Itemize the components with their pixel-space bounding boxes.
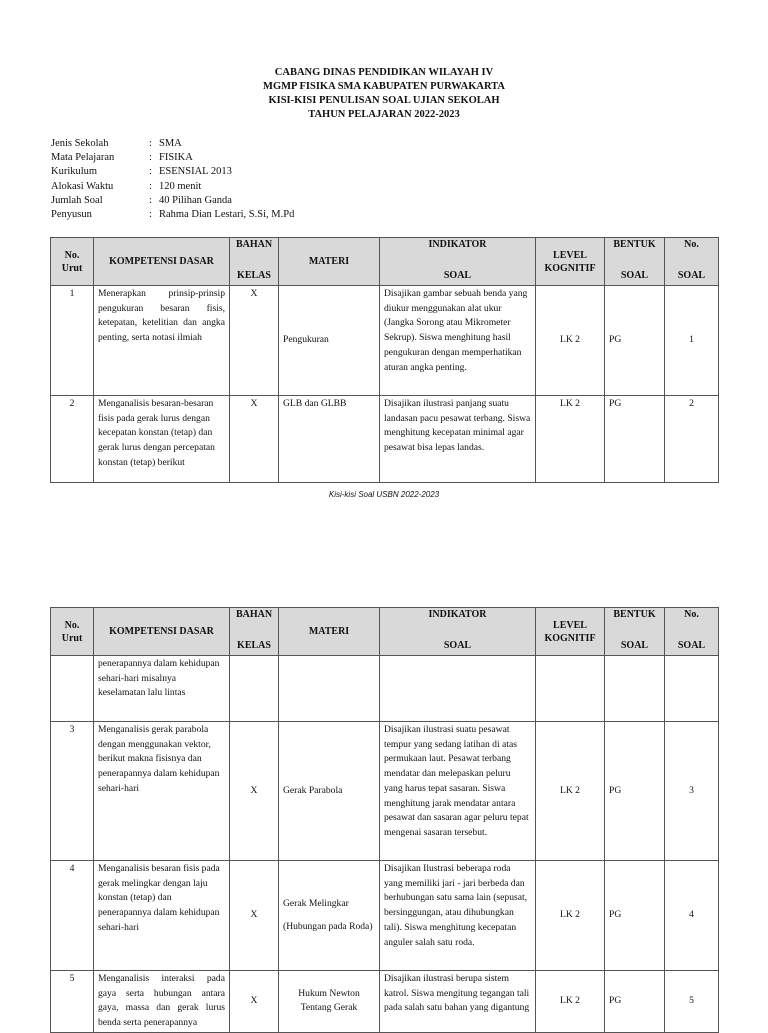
info-row: Mata Pelajaran : FISIKA: [51, 151, 294, 165]
info-label: Penyusun: [51, 209, 92, 221]
cell-indikator: Disajikan gambar sebuah benda yang diukur menggunakan alat ukur (Jangka Sorong atau Mikrometer Sekrup). Siswa menghitung hasil pengukuran dengan memperhatikan aturan angka penting.: [380, 286, 536, 396]
table-row: [51, 861, 719, 971]
info-label: Jenis Sekolah: [51, 138, 109, 149]
cell-no-soal: 3: [665, 722, 719, 861]
cell-materi: Pengukuran: [279, 286, 380, 396]
cell-level: LK 2: [536, 722, 605, 861]
table-row: [51, 971, 719, 1033]
header-line-3: KISI-KISI PENULISAN SOAL UJIAN SEKOLAH: [268, 95, 500, 106]
col-kompetensi-dasar: KOMPETENSI DASAR: [94, 608, 230, 656]
cell-no: 1: [51, 286, 94, 396]
cell-level: LK 2: [536, 286, 605, 396]
info-value: ESENSIAL 2013: [159, 166, 232, 178]
cell-materi: Gerak Parabola: [279, 722, 380, 861]
col-indikator-soal: INDIKATOR SOAL: [380, 238, 536, 286]
header-line-4: TAHUN PELAJARAN 2022-2023: [308, 109, 460, 120]
school-info: [51, 137, 294, 222]
col-materi: MATERI: [279, 238, 380, 286]
cell-materi: GLB dan GLBB: [279, 396, 380, 483]
cell-no: 2: [51, 396, 94, 483]
cell-level: LK 2: [536, 861, 605, 971]
table-row: [51, 396, 719, 483]
cell-level: [536, 656, 605, 722]
cell-no-soal: [665, 656, 719, 722]
cell-kd: Menganalisis besaran-besaran fisis pada gerak lurus dengan kecepatan konstan (tetap) dan gerak lurus dengan percepatan konstan (tetap) berikut: [94, 396, 230, 483]
col-indikator-soal: INDIKATOR SOAL: [380, 608, 536, 656]
col-level-kognitif: LEVEL KOGNITIF: [536, 608, 605, 656]
cell-bentuk: [605, 656, 665, 722]
col-kompetensi-dasar: KOMPETENSI DASAR: [94, 238, 230, 286]
table-row: [51, 286, 719, 396]
cell-no-soal: 5: [665, 971, 719, 1033]
page-footer: Kisi-kisi Soal USBN 2022-2023: [328, 490, 440, 499]
info-row: Jumlah Soal : 40 Pilihan Ganda: [51, 194, 294, 208]
cell-kelas: X: [230, 286, 279, 396]
cell-materi: [279, 656, 380, 722]
col-no-urut: No. Urut: [51, 608, 94, 656]
cell-kd: Menganalisis besaran fisis pada gerak melingkar dengan laju konstan (tetap) dan penerapannya dalam kehidupan sehari-hari: [94, 861, 230, 971]
cell-no: [51, 656, 94, 722]
info-label: Kurikulum: [51, 166, 98, 178]
cell-indikator: Disajikan ilustrasi panjang suatu landasan pacu pesawat terbang. Siswa menghitung kecepatan minimal agar pesawat bisa lepas landas.: [380, 396, 536, 483]
col-bahan-kelas: BAHAN KELAS: [230, 608, 279, 656]
cell-indikator: Disajikan Ilustrasi beberapa roda yang memiliki jari - jari berbeda dan berhubungan satu sama lain (sepusat, bersinggungan, atau dihubungkan tali). Siswa menghitung kecepatan anguler salah satu roda.: [380, 861, 536, 971]
cell-no: 3: [51, 722, 94, 861]
header-line-2: MGMP FISIKA SMA KABUPATEN PURWAKARTA: [263, 81, 505, 92]
cell-kelas: X: [230, 971, 279, 1033]
cell-kd: penerapannya dalam kehidupan sehari-hari misalnya keselamatan lalu lintas: [94, 656, 230, 722]
table-row: [51, 656, 719, 722]
cell-kd: Menerapkan prinsip-prinsip pengukuran besaran fisis, ketepatan, ketelitian dan angka penting, serta notasi ilmiah: [94, 286, 230, 396]
cell-no-soal: 4: [665, 861, 719, 971]
cell-no: 4: [51, 861, 94, 971]
cell-materi: [279, 861, 380, 971]
document-header: [0, 66, 768, 122]
cell-no-soal: 1: [665, 286, 719, 396]
info-row: Jenis Sekolah : SMA: [51, 137, 294, 151]
cell-bentuk: PG: [605, 861, 665, 971]
materi-title: Gerak Melingkar: [283, 897, 349, 909]
col-bahan-kelas: BAHAN KELAS: [230, 238, 279, 286]
info-label: Alokasi Waktu: [51, 180, 114, 192]
info-label: Jumlah Soal: [51, 194, 103, 206]
col-no-soal: No. SOAL: [665, 238, 719, 286]
col-no-urut: No. Urut: [51, 238, 94, 286]
info-value: 40 Pilihan Ganda: [159, 194, 232, 206]
col-no-soal: No. SOAL: [665, 608, 719, 656]
cell-kd: Menganalisis gerak parabola dengan menggunakan vektor, berikut makna fisisnya dan penerapannya dalam kehidupan sehari-hari: [94, 722, 230, 861]
cell-kelas: X: [230, 722, 279, 861]
info-label: Mata Pelajaran: [51, 152, 115, 164]
cell-bentuk: PG: [605, 396, 665, 483]
info-row: Penyusun : Rahma Dian Lestari, S.Si, M.Pd: [51, 208, 294, 222]
cell-kelas: X: [230, 396, 279, 483]
cell-no-soal: 2: [665, 396, 719, 483]
cell-indikator: Disajikan ilustrasi berupa sistem katrol. Siswa mengitung tegangan tali pada salah satu bahan yang digantung: [380, 971, 536, 1033]
cell-kelas: [230, 656, 279, 722]
kisi-kisi-table-page-1: [50, 237, 719, 483]
cell-level: LK 2: [536, 971, 605, 1033]
info-value: SMA: [159, 138, 182, 149]
cell-level: LK 2: [536, 396, 605, 483]
cell-bentuk: PG: [605, 286, 665, 396]
cell-kd: Menganalisis interaksi pada gaya serta hubungan antara gaya, massa dan gerak lurus benda serta penerapannya: [94, 971, 230, 1033]
kisi-kisi-table-page-2: [50, 607, 719, 1033]
info-value: 120 menit: [159, 180, 202, 192]
cell-bentuk: PG: [605, 722, 665, 861]
table-row: [51, 722, 719, 861]
col-bentuk-soal: BENTUK SOAL: [605, 608, 665, 656]
col-materi: MATERI: [279, 608, 380, 656]
cell-kelas: X: [230, 861, 279, 971]
col-level-kognitif: LEVEL KOGNITIF: [536, 238, 605, 286]
cell-no: 5: [51, 971, 94, 1033]
info-row: Alokasi Waktu : 120 menit: [51, 180, 294, 194]
header-line-1: CABANG DINAS PENDIDIKAN WILAYAH IV: [274, 67, 494, 78]
cell-indikator: Disajikan ilustrasi suatu pesawat tempur yang sedang latihan di atas permukaan laut. Pesawat terbang mendatar dan melepaskan peluru yang harus tepat sasaran. Siswa menghitung jarak mendatar antara pesawat dan sasaran agar peluru tepat mengenai sasaran tersebut.: [380, 722, 536, 861]
materi-subtitle: (Hubungan pada Roda): [283, 920, 373, 932]
info-row: Kurikulum : ESENSIAL 2013: [51, 165, 294, 179]
cell-indikator: [380, 656, 536, 722]
cell-bentuk: PG: [605, 971, 665, 1033]
col-bentuk-soal: BENTUK SOAL: [605, 238, 665, 286]
cell-materi: Hukum Newton Tentang Gerak: [279, 971, 380, 1033]
info-value: Rahma Dian Lestari, S.Si, M.Pd: [159, 209, 295, 221]
info-value: FISIKA: [159, 152, 193, 164]
